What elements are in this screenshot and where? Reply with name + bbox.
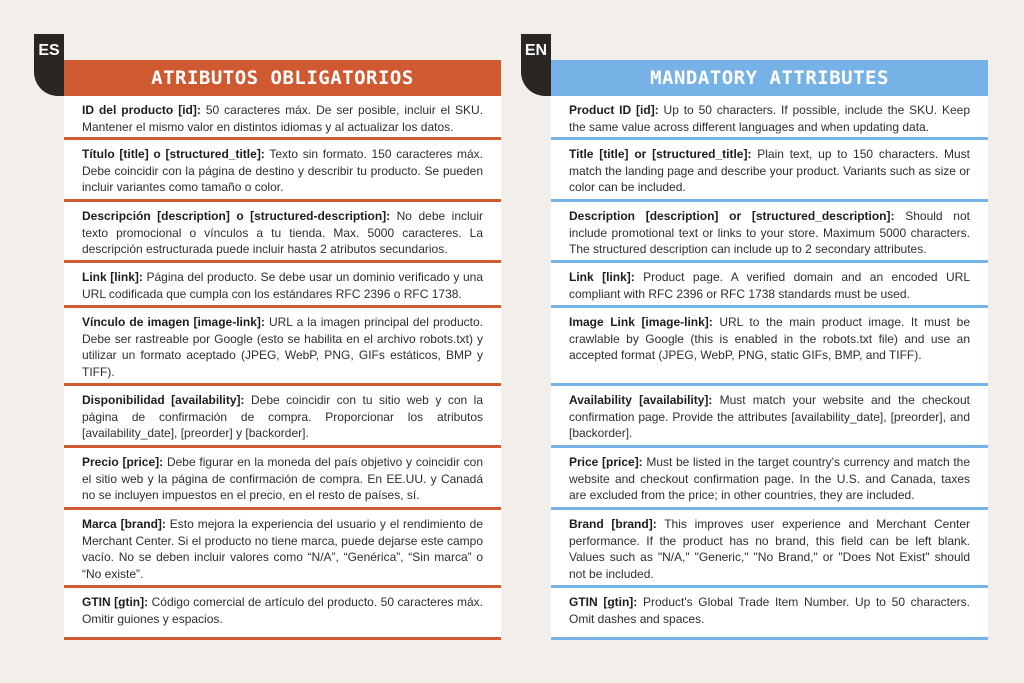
attribute-text: 50 caracteres máx. De ser posible, incluir el SKU. Mantener el mismo valor en distintos idiomas y al actualizar los datos. (82, 103, 483, 134)
attribute-text: Product's Global Trade Item Number. Up to 50 characters. Omit dashes and spaces. (569, 595, 971, 626)
attribute-text: Must be listed in the target country's currency and match the website and checkout confirmation page. In the U.S. and Canada, taxes are excluded from the price; in other countries, they are included. (569, 455, 970, 502)
attribute-item-brand (64, 510, 501, 588)
attribute-item-price (551, 448, 988, 510)
attribute-list-es (64, 96, 501, 640)
attribute-text: Página del producto. Se debe usar un dominio verificado y una URL codificada que cumpla con los estándares RFC 2396 o RFC 1738. (82, 270, 483, 301)
attribute-item-link (551, 263, 988, 308)
attribute-label: Title [title] or [structured_title]: (569, 147, 752, 161)
attribute-item-gtin (551, 588, 988, 640)
attribute-item-availability (64, 386, 501, 448)
attribute-item-image-link (64, 308, 501, 386)
attribute-item-availability (551, 386, 988, 448)
attribute-item-description (551, 202, 988, 263)
attribute-text: Debe figurar en la moneda del país objetivo y coincidir con el sitio web y la página de confirmación de compra. En EE.UU. y Canadá no se incluyen impuestos en el precio, en el resto de países, sí. (82, 455, 483, 502)
attribute-text: Texto sin formato. 150 caracteres máx. Debe coincidir con la página de destino y describir tu producto. Se pueden incluir variantes como tamaño o color. (82, 147, 483, 194)
attribute-label: GTIN [gtin]: (569, 595, 638, 609)
english-panel (521, 34, 988, 640)
attribute-label: Precio [price]: (82, 455, 164, 469)
attribute-text: URL a la imagen principal del producto. Debe ser rastreable por Google (esto se habilita en el archivo robots.txt) y utilizar un formato aceptado (JPEG, WebP, PNG, GIFs estáticos, BMP y TIFF). (82, 315, 483, 379)
attribute-item-title (551, 140, 988, 202)
attribute-item-image-link (551, 308, 988, 386)
attribute-text: This improves user experience and Merchant Center performance. If the product has no brand, this field can be left blank. Values such as "N/A," "Generic," "No Brand," or "Does Not Exist" should not be included. (569, 517, 970, 581)
attribute-item-description (64, 202, 501, 263)
attribute-label: GTIN [gtin]: (82, 595, 149, 609)
attribute-item-link (64, 263, 501, 308)
attribute-label: Brand [brand]: (569, 517, 657, 531)
language-tab-en: EN (521, 34, 551, 96)
attribute-text: Esto mejora la experiencia del usuario y el rendimiento de Merchant Center. Si el producto no tiene marca, puede dejarse este campo vacío. No se deben incluir valores como “N/A”, “Genérica”, “Sin marca” o “No existe”. (82, 517, 483, 581)
attribute-label: Price [price]: (569, 455, 643, 469)
attribute-label: Product ID [id]: (569, 103, 659, 117)
attribute-text: Should not include promotional text or links to your store. Maximum 5000 characters. The structured description can include up to 2 secondary attributes. (569, 209, 970, 256)
attribute-item-title (64, 140, 501, 202)
attribute-text: URL to the main product image. It must be crawlable by Google (this is enabled in the robots.txt file) and use an accepted format (JPEG, WebP, PNG, static GIFs, BMP, and TIFF). (569, 315, 971, 362)
language-tab-es: ES (34, 34, 64, 96)
attribute-text: Up to 50 characters. If possible, include the SKU. Keep the same value across different languages and when updating data. (569, 103, 970, 134)
attribute-label: Image Link [image-link]: (569, 315, 713, 329)
attribute-label: Availability [availability]: (569, 393, 713, 407)
attribute-label: Vínculo de imagen [image-link]: (82, 315, 265, 329)
attribute-label: Link [link]: (569, 270, 635, 284)
attribute-item-gtin (64, 588, 501, 640)
attribute-text: Plain text, up to 150 characters. Must match the landing page and describe your product. Variants such as size or color can be included. (569, 147, 970, 194)
panel-title-en: MANDATORY ATTRIBUTES (551, 60, 988, 96)
attribute-label: Marca [brand]: (82, 517, 166, 531)
attribute-item-price (64, 448, 501, 510)
attribute-label: Descripción [description] o [structured-description]: (82, 209, 391, 223)
attribute-label: Disponibilidad [availability]: (82, 393, 245, 407)
attribute-label: Link [link]: (82, 270, 143, 284)
attribute-item-id (64, 96, 501, 140)
attribute-text: Código comercial de artículo del producto. 50 caracteres máx. Omitir guiones y espacios. (82, 595, 484, 626)
attribute-text: Product page. A verified domain and an encoded URL compliant with RFC 2396 or RFC 1738 standards must be used. (569, 270, 970, 301)
spanish-panel (34, 34, 501, 640)
attribute-item-brand (551, 510, 988, 588)
attribute-text: Debe coincidir con tu sitio web y con la página de confirmación de compra. Proporcionar los atributos [availability_date], [preorder] y [backorder]. (82, 393, 483, 440)
attribute-label: Título [title] o [structured_title]: (82, 147, 265, 161)
attribute-text: Must match your website and the checkout confirmation page. Provide the attributes [availability_date], [preorder], and [backorder]. (569, 393, 970, 440)
panel-title-es: ATRIBUTOS OBLIGATORIOS (64, 60, 501, 96)
attribute-label: Description [description] or [structured_description]: (569, 209, 895, 223)
attribute-text: No debe incluir texto promocional o vínculos a tu tienda. Max. 5000 caracteres. La descripción estructurada puede incluir hasta 2 atributos secundarios. (82, 209, 483, 256)
attribute-list-en (551, 96, 988, 640)
attribute-label: ID del producto [id]: (82, 103, 201, 117)
attribute-item-id (551, 96, 988, 140)
